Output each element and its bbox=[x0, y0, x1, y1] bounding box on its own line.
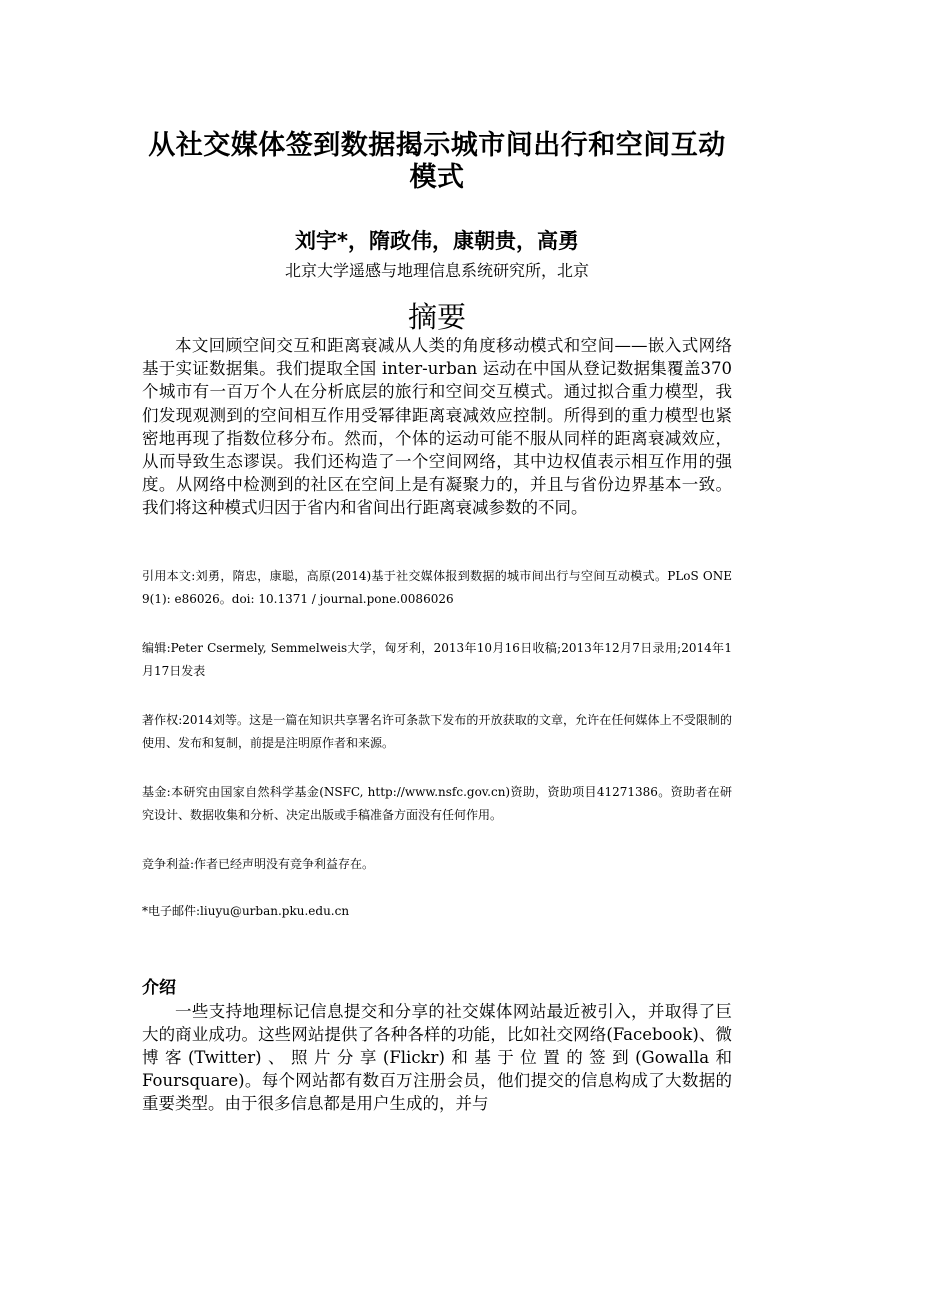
citation-text: 引用本文:刘勇，隋忠，康聪，高原(2014)基于社交媒体报到数据的城市间出行与空间互动模式。PLoS ONE 9(1): e86026。doi: 10.1371 / journal.pone.0086026 bbox=[142, 568, 732, 607]
editor-text: 编辑:Peter Csermely, Semmelweis大学，匈牙利，2013年10月16日收稿;2013年12月7日录用;2014年1月17日发表 bbox=[142, 640, 732, 679]
copyright-text: 著作权:2014刘等。这是一篇在知识共享署名许可条款下发布的开放获取的文章，允许在任何媒体上不受限制的使用、发布和复制，前提是注明原作者和来源。 bbox=[142, 712, 732, 751]
abstract-text: 本文回顾空间交互和距离衰减从人类的角度移动模式和空间——嵌入式网络基于实证数据集。我们提取全国 inter-urban 运动在中国从登记数据集覆盖370个城市有一百万个人在分析底层的旅行和空间交互模式。通过拟合重力模型，我们发现观测到的空间相互作用受幂律距离衰减效应控制。所得到的重力模型也紧密地再现了指数位移分布。然而，个体的运动可能不服从同样的距离衰减效应，从而导致生态谬误。我们还构造了一个空间网络，其中边权值表示相互作用的强度。从网络中检测到的社区在空间上是有凝聚力的，并且与省份边界基本一致。我们将这种模式归因于省内和省间出行距离衰减参数的不同。 bbox=[142, 336, 732, 518]
affiliation: 北京大学遥感与地理信息系统研究所，北京 bbox=[284, 261, 589, 280]
paper-page bbox=[142, 130, 732, 1116]
funding-text: 基金:本研究由国家自然科学基金(NSFC, http://www.nsfc.gov.cn)资助，资助项目41271386。资助者在研究设计、数据收集和分析、决定出版或手稿准备方面没有任何作用。 bbox=[142, 784, 732, 823]
author-list: 刘宇*，隋政伟，康朝贵，高勇 bbox=[295, 229, 579, 253]
abstract-heading: 摘要 bbox=[407, 300, 466, 334]
competing-interests-text: 竞争利益:作者已经声明没有竞争利益存在。 bbox=[142, 856, 375, 871]
email-text: *电子邮件:liuyu@urban.pku.edu.cn bbox=[142, 904, 350, 919]
introduction-text: 一些支持地理标记信息提交和分享的社交媒体网站最近被引入，并取得了巨大的商业成功。这些网站提供了各种各样的功能，比如社交网络(Facebook)、微博客(Twitter)、照片分享(Flickr)和基于位置的签到(Gowalla和Foursquare)。每个网站都有数百万注册会员，他们提交的信息构成了大数据的重要类型。由于很多信息都是用户生成的，并与 bbox=[142, 1001, 732, 1114]
introduction-heading: 介绍 bbox=[142, 977, 176, 998]
article-metadata bbox=[142, 565, 732, 924]
paper-title: 从社交媒体签到数据揭示城市间出行和空间互动模式 bbox=[148, 130, 726, 193]
